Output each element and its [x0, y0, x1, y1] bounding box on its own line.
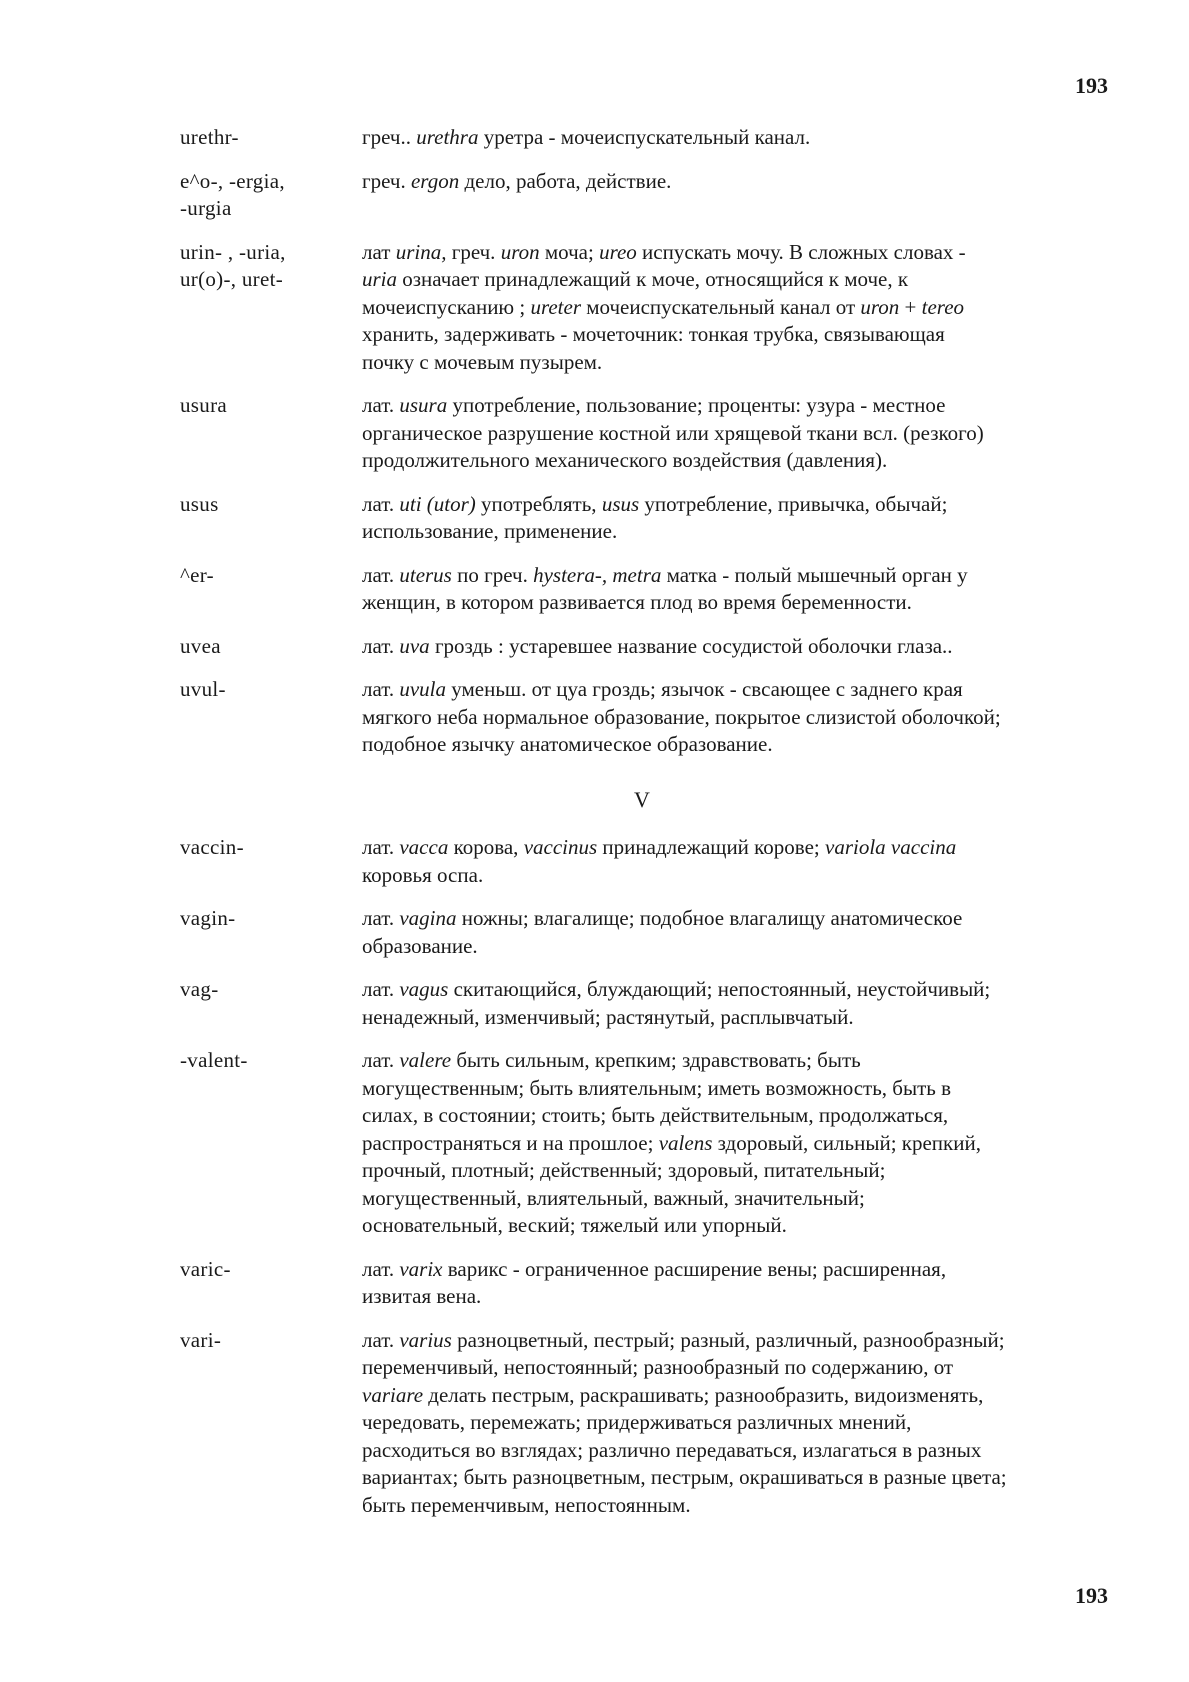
definition-italic-term: varix [399, 1256, 443, 1281]
dictionary-entry [180, 1047, 1110, 1240]
definition-text: греч. [362, 168, 411, 193]
definition-text: корова, [448, 835, 524, 859]
entry-definition [362, 676, 1110, 759]
definition-text: означает принадлежащий к моче, относящийся к моче, к мочеиспусканию ; [362, 267, 909, 319]
definition-text: матка - полый мышечный орган у женщин, в котором развивается плод во время беременности. [362, 562, 968, 614]
entry-term: vagin- [180, 906, 236, 930]
definition-text: коровья оспа. [362, 862, 484, 887]
entry-definition [362, 562, 1110, 617]
entry-term: vari- [180, 1327, 222, 1352]
dictionary-entry [180, 1327, 1110, 1520]
definition-italic-term: vaccinus [523, 835, 598, 859]
definition-text: хранить, задерживать - мочеточник: тонкая трубка, связывающая почку с мочевым пузырем. [362, 322, 945, 374]
entry-definition [362, 491, 1110, 546]
definition-italic-term: uterus [399, 562, 452, 587]
entry-term: urethr- [180, 125, 239, 149]
definition-italic-term: uti (utor) [399, 491, 476, 516]
dictionary-entry [180, 834, 1110, 889]
definition-text: употребление, пользование; проценты: узура - местное органическое разрушение костной или хрящевой ткани всл. (резкого) продолжительного механического воздействия (давления). [362, 393, 984, 472]
dictionary-entry [180, 562, 1110, 617]
definition-text: гроздь : устаревшее название сосудистой оболочки глаза.. [429, 633, 953, 658]
entry-definition [362, 239, 1110, 377]
definition-text: лат. [362, 491, 400, 516]
dictionary-entry [180, 239, 1110, 377]
definition-italic-term: uvula [399, 677, 447, 701]
dictionary-section-u [180, 124, 1110, 775]
definition-text: принадлежащий корове; [597, 835, 826, 859]
entry-term: varic- [180, 1256, 231, 1281]
definition-text: лат [362, 239, 396, 264]
definition-text: разноцветный, пестрый; разный, различный, разнообразный; переменчивый, непостоянный; разнообразный по содержанию, от [362, 1327, 1005, 1379]
definition-text: быть сильным, крепким; здравствовать; быть могущественным; быть влиятельным; иметь возможность, быть в силах, в состоянии; стоить; быть действительным, продолжаться, распространяться и на прошлое; [362, 1048, 952, 1155]
definition-text: употребление, привычка, обычай; использование, применение. [362, 491, 948, 543]
definition-italic-term: variola vaccina [825, 835, 957, 859]
definition-italic-term: variare [362, 1382, 424, 1407]
dictionary-entry [180, 392, 1110, 475]
page-number-top: 193 [1075, 73, 1108, 98]
entry-definition [362, 633, 1110, 661]
dictionary-entry [180, 633, 1110, 661]
entry-definition [362, 124, 1110, 152]
dictionary-section-v [180, 834, 1110, 1535]
entry-definition [362, 905, 1110, 960]
entry-definition [362, 834, 1110, 889]
definition-text: греч.. [362, 125, 417, 149]
dictionary-entry [180, 124, 1110, 152]
definition-text: уретра - мочеиспускательный канал. [478, 125, 811, 149]
definition-text: лат. [362, 1048, 400, 1072]
definition-text: лат. [362, 633, 400, 658]
page-number-bottom: 193 [1075, 1583, 1108, 1608]
entry-term: uvul- [180, 677, 226, 701]
entry-term: -valent- [180, 1048, 248, 1072]
definition-italic-term: urethra [416, 125, 479, 149]
definition-text: лат. [362, 1256, 400, 1281]
entry-term: vag- [180, 977, 219, 1001]
definition-italic-term: ureo [599, 239, 637, 264]
definition-text: лат. [362, 1327, 400, 1352]
definition-text: скитающийся, блуждающий; непостоянный, неустойчивый; ненадежный, изменчивый; растянутый, расплывчатый. [362, 977, 991, 1029]
entry-term: usura [180, 393, 227, 417]
entry-definition [362, 168, 1110, 223]
definition-text: дело, работа, действие. [459, 168, 672, 193]
definition-italic-term: uria [362, 267, 398, 291]
definition-text: лат. [362, 677, 400, 701]
definition-text: делать пестрым, раскрашивать; разнообразить, видоизменять, чередовать, перемежать; придерживаться различных мнений, расходиться во взглядах; различно передаваться, излагаться в разных вариантах; быть разноцветным, пестрым, окрашиваться в разные цвета; быть переменчивым, непостоянным. [362, 1382, 1007, 1517]
entry-term: ^er- [180, 562, 214, 587]
definition-italic-term: tereo [921, 294, 965, 319]
dictionary-entry [180, 676, 1110, 759]
definition-text: употреблять, [475, 491, 602, 516]
definition-italic-term: varius [399, 1327, 452, 1352]
definition-text: греч. [446, 239, 501, 264]
definition-italic-term: usura [399, 393, 448, 417]
entry-definition [362, 1256, 1110, 1311]
entry-definition [362, 976, 1110, 1031]
definition-text: лат. [362, 562, 400, 587]
definition-text: моча; [539, 239, 600, 264]
definition-italic-term: vacca [399, 835, 449, 859]
definition-italic-term: hystera-, metra [533, 562, 662, 587]
definition-italic-term: urina, [395, 239, 447, 264]
entry-definition [362, 392, 1110, 475]
dictionary-entry [180, 491, 1110, 546]
definition-italic-term: vagina [399, 906, 457, 930]
entry-definition [362, 1327, 1110, 1520]
entry-term: e^o-, -ergia, -urgia [180, 168, 285, 220]
definition-italic-term: uva [399, 633, 430, 658]
definition-italic-term: vagus [399, 977, 449, 1001]
definition-italic-term: valere [399, 1048, 452, 1072]
definition-text: испускать мочу. В сложных словах - [642, 239, 966, 264]
entry-term: urin- , -uria, ur(o)-, uret- [180, 239, 286, 291]
dictionary-entry [180, 976, 1110, 1031]
definition-text: ножны; влагалище; подобное влагалищу анатомическое образование. [362, 906, 963, 958]
definition-text: здоровый, сильный; крепкий, прочный, плотный; действенный; здоровый, питательный; могущественный, влиятельный, важный, значительный; основательный, веский; тяжелый или упорный. [362, 1130, 981, 1237]
definition-italic-term: ureter [530, 294, 581, 319]
entry-definition [362, 1047, 1110, 1240]
dictionary-entry [180, 168, 1110, 223]
definition-text: лат. [362, 906, 400, 930]
definition-text: лат. [362, 393, 400, 417]
definition-text: варикс - ограниченное расширение вены; расширенная, извитая вена. [362, 1256, 947, 1308]
definition-italic-term: uron [860, 294, 900, 319]
dictionary-entry [180, 1256, 1110, 1311]
definition-italic-term: uron [500, 239, 540, 264]
definition-italic-term: ergon [410, 168, 460, 193]
definition-text: по греч. [451, 562, 534, 587]
definition-italic-term: usus [601, 491, 640, 516]
definition-text: уменьш. от цуа гроздь; язычок - свсающее с заднего края мягкого неба нормальное образование, покрытое слизистой оболочкой; подобное язычку анатомическое образование. [362, 677, 1001, 756]
definition-text: + [899, 294, 922, 319]
definition-text: лат. [362, 835, 400, 859]
entry-term: usus [180, 491, 219, 516]
letter-heading: V [634, 787, 650, 812]
entry-term: uvea [180, 633, 221, 658]
definition-italic-term: valens [658, 1130, 713, 1155]
entry-term: vaccin- [180, 835, 244, 859]
dictionary-entry [180, 905, 1110, 960]
definition-text: лат. [362, 977, 400, 1001]
definition-text: мочеиспускательный канал от [581, 294, 861, 319]
